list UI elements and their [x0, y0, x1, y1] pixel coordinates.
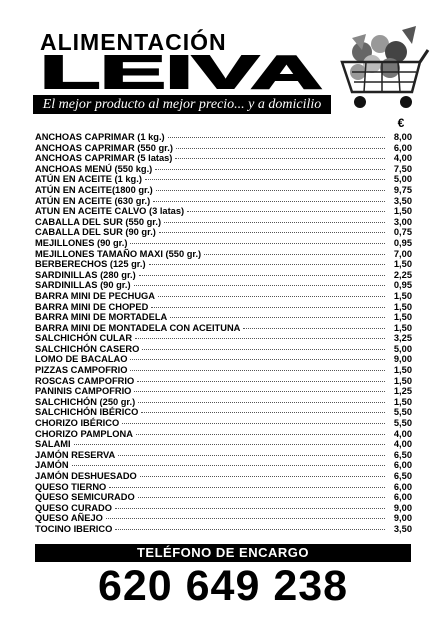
dotted-leader: [134, 285, 385, 286]
price-list-row: [35, 312, 412, 323]
price-list-row: [35, 471, 412, 482]
item-price: 4,00: [393, 439, 412, 450]
dotted-leader: [115, 529, 385, 530]
price-list-row: [35, 249, 412, 260]
dotted-leader: [130, 370, 385, 371]
item-price: 1,25: [393, 386, 412, 397]
item-price: 1,50: [393, 312, 412, 323]
brand-logo: [38, 52, 324, 92]
item-price: 1,50: [393, 322, 412, 333]
item-price: 6,00: [393, 481, 412, 492]
dotted-leader: [122, 423, 385, 424]
item-price: 6,50: [393, 471, 412, 481]
item-price: 3,50: [393, 195, 412, 206]
dotted-leader: [204, 254, 385, 255]
price-list-row: [35, 291, 412, 302]
item-name: BARRA MINI DE MORTADELA: [35, 312, 168, 323]
item-price: 1,50: [393, 365, 412, 376]
item-name: BERBERECHOS (125 gr.): [35, 259, 146, 270]
price-list-row: [35, 418, 412, 429]
shopping-cart-icon: [332, 22, 430, 114]
item-name: BARRA MINI DE CHOPED: [35, 301, 149, 312]
item-name: ANCHOAS CAPRIMAR (1 kg.): [35, 132, 165, 142]
dotted-leader: [106, 518, 385, 519]
dotted-leader: [142, 349, 385, 350]
dotted-leader: [149, 264, 385, 265]
price-list-row: [35, 280, 412, 291]
item-price: 9,00: [393, 513, 412, 524]
item-name: SALCHICHÓN CULAR: [35, 333, 133, 344]
price-list-row: [35, 429, 412, 440]
price-list-row: [35, 238, 412, 249]
item-price: 1,50: [393, 206, 412, 217]
dotted-leader: [134, 391, 385, 392]
dotted-leader: [135, 338, 385, 339]
item-price: 6,00: [393, 142, 412, 153]
price-list-row: [35, 354, 412, 365]
dotted-leader: [138, 497, 385, 498]
item-price: 1,50: [393, 290, 412, 301]
dotted-leader: [164, 222, 385, 223]
price-list-row: [35, 217, 412, 228]
price-list-row: [35, 259, 412, 270]
item-price: 6,00: [393, 492, 412, 503]
item-price: 6,50: [393, 449, 412, 460]
item-name: MEJILLONES TAMAÑO MAXI (550 gr.): [35, 248, 202, 259]
item-name: ANCHOAS MENÚ (550 kg.): [35, 163, 153, 174]
item-name: TOCINO IBERICO: [35, 523, 113, 534]
price-list-row: [35, 270, 412, 281]
item-price: 5,50: [393, 418, 412, 429]
dotted-leader: [130, 243, 385, 244]
dotted-leader: [170, 317, 385, 318]
item-price: 4,00: [393, 428, 412, 439]
price-list-row: [35, 482, 412, 493]
dotted-leader: [72, 465, 385, 466]
slogan-banner: El mejor producto al mejor precio... y a domicilio: [33, 95, 331, 114]
dotted-leader: [118, 455, 385, 456]
currency-symbol: €: [397, 116, 405, 130]
price-list-row: [35, 153, 412, 164]
item-name: ROSCAS CAMPOFRIO: [35, 375, 135, 386]
item-price: 3,25: [393, 333, 412, 344]
dotted-leader: [139, 275, 385, 276]
item-price: 0,75: [393, 227, 412, 238]
item-name: JAMÓN RESERVA: [35, 449, 116, 460]
item-name: SALCHICHÓN IBÉRICO: [35, 407, 139, 418]
item-price: 9,75: [393, 184, 412, 195]
item-name: SARDINILLAS (280 gr.): [35, 269, 136, 280]
dotted-leader: [145, 179, 385, 180]
item-price: 7,00: [393, 248, 412, 259]
dotted-leader: [151, 307, 385, 308]
dotted-leader: [153, 201, 385, 202]
dotted-leader: [243, 328, 385, 329]
item-name: CABALLA DEL SUR (90 gr.): [35, 227, 156, 238]
price-list-row: [35, 397, 412, 408]
price-list-row: [35, 386, 412, 397]
item-name: JAMÓN DESHUESADO: [35, 471, 137, 481]
dotted-leader: [155, 169, 385, 170]
item-name: QUESO AÑEJO: [35, 513, 103, 524]
item-name: QUESO TIERNO: [35, 481, 107, 492]
dotted-leader: [159, 232, 385, 233]
brand-subtitle: ALIMENTACIÓN: [40, 29, 227, 55]
item-name: MEJILLONES (90 gr.): [35, 237, 128, 248]
dotted-leader: [168, 137, 385, 138]
dotted-leader: [138, 402, 385, 403]
price-list-row: [35, 376, 412, 387]
item-name: PANINIS CAMPOFRIO: [35, 386, 132, 397]
item-name: SALAMI: [35, 439, 71, 450]
item-name: BARRA MINI DE PECHUGA: [35, 290, 156, 301]
item-name: ANCHOAS CAPRIMAR (5 latas): [35, 153, 173, 164]
price-list-row: [35, 302, 412, 313]
dotted-leader: [187, 211, 385, 212]
phone-number: 620 649 238: [97, 562, 349, 610]
item-price: 2,25: [393, 269, 412, 280]
dotted-leader: [115, 508, 385, 509]
item-price: 9,00: [393, 502, 412, 513]
price-list-row: [35, 524, 412, 535]
dotted-leader: [175, 158, 385, 159]
item-name: ATÚN EN ACEITE (1 kg.): [35, 174, 142, 185]
dotted-leader: [109, 487, 385, 488]
item-price: 8,00: [393, 132, 412, 142]
item-price: 5,00: [393, 174, 412, 185]
flyer-header: [0, 0, 442, 120]
item-price: 1,50: [393, 396, 412, 407]
dotted-leader: [137, 381, 385, 382]
item-name: BARRA MINI DE MONTADELA CON ACEITUNA: [35, 322, 241, 333]
item-name: LOMO DE BACALAO: [35, 354, 128, 365]
dotted-leader: [176, 148, 385, 149]
dotted-leader: [158, 296, 385, 297]
item-price: 5,00: [393, 343, 412, 354]
price-list-row: [35, 513, 412, 524]
item-price: 1,50: [393, 259, 412, 270]
item-name: ANCHOAS CAPRIMAR (550 gr.): [35, 142, 173, 153]
phone-label: TELÉFONO DE ENCARGO: [35, 544, 411, 562]
item-price: 3,50: [393, 523, 412, 534]
item-name: ATUN EN ACEITE CALVO (3 latas): [35, 206, 185, 217]
price-list-row: [35, 460, 412, 471]
item-price: 5,50: [393, 407, 412, 418]
price-list-row: [35, 206, 412, 217]
price-list-row: [35, 503, 412, 514]
price-list-row: [35, 439, 412, 450]
item-name: ATÚN EN ACEITE(1800 gr.): [35, 184, 153, 195]
item-name: CHORIZO PAMPLONA: [35, 428, 133, 439]
price-list-row: [35, 174, 412, 185]
item-name: JAMÓN: [35, 460, 69, 471]
item-price: 0,95: [393, 237, 412, 248]
item-name: SARDINILLAS (90 gr.): [35, 280, 131, 291]
price-list-row: [35, 344, 412, 355]
item-name: PIZZAS CAMPOFRIO: [35, 365, 128, 376]
item-name: QUESO CURADO: [35, 502, 112, 513]
item-price: 1,50: [393, 375, 412, 386]
dotted-leader: [136, 434, 385, 435]
price-list-row: [35, 492, 412, 503]
price-list-row: [35, 164, 412, 175]
price-list-row: [35, 227, 412, 238]
item-price: 1,50: [393, 301, 412, 312]
item-name: SALCHICHÓN (250 gr.): [35, 396, 136, 407]
item-name: CABALLA DEL SUR (550 gr.): [35, 216, 162, 227]
item-name: ATÚN EN ACEITE (630 gr.): [35, 195, 151, 206]
item-price: 6,00: [393, 460, 412, 471]
price-list-row: [35, 365, 412, 376]
price-list-row: [35, 132, 412, 143]
dotted-leader: [141, 412, 385, 413]
dotted-leader: [156, 190, 385, 191]
item-price: 9,00: [393, 354, 412, 365]
dotted-leader: [74, 444, 385, 445]
price-list: [35, 132, 412, 535]
price-list-row: [35, 185, 412, 196]
price-list-row: [35, 323, 412, 334]
brand-logo-wordmark: [38, 52, 324, 92]
price-list-row: [35, 143, 412, 154]
item-price: 0,95: [393, 280, 412, 291]
dotted-leader: [140, 476, 385, 477]
item-name: QUESO SEMICURADO: [35, 492, 135, 503]
price-list-row: [35, 196, 412, 207]
price-list-row: [35, 407, 412, 418]
item-price: 7,50: [393, 163, 412, 174]
dotted-leader: [130, 359, 385, 360]
item-name: CHORIZO IBÉRICO: [35, 418, 120, 429]
brand-logo-text: LEIVA: [40, 52, 322, 92]
price-list-row: [35, 333, 412, 344]
item-price: 4,00: [393, 153, 412, 164]
item-price: 3,00: [393, 216, 412, 227]
item-name: SALCHICHÓN CASERO: [35, 343, 140, 354]
price-list-row: [35, 450, 412, 461]
